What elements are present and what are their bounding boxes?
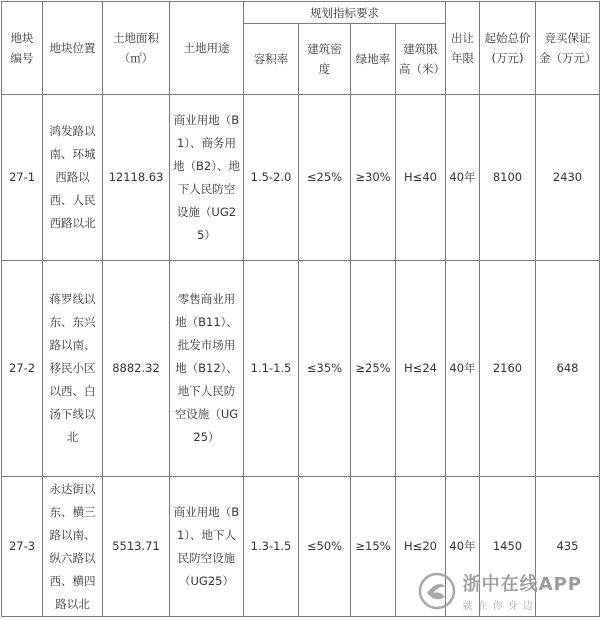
cell-plot-no: 27-2 [2,261,43,477]
cell-height-limit: H≤24 [396,261,446,477]
cell-density: ≤50% [299,477,351,617]
cell-term: 40年 [446,95,480,261]
cell-term: 40年 [446,261,480,477]
cell-green: ≥15% [351,477,396,617]
zhezhong-logo-icon [417,571,457,611]
cell-plot-no: 27-3 [2,477,43,617]
header-area: 土地面积（㎡） [103,2,170,95]
cell-location: 永达街以东、横三路以南、纵六路以西、横四路以北 [43,477,103,617]
cell-deposit: 2430 [536,95,600,261]
cell-start-price: 8100 [480,95,536,261]
land-parcel-table [1,1,600,617]
watermark-subtitle: 就在你身边 [462,601,538,612]
cell-far: 1.1-1.5 [244,261,299,477]
cell-density: ≤35% [299,261,351,477]
cell-area: 8882.32 [103,261,170,477]
header-location: 地块位置 [43,2,103,95]
app-watermark [417,570,582,612]
header-land-use: 土地用途 [170,2,244,95]
cell-density: ≤25% [299,95,351,261]
table-row [2,95,600,261]
header-density: 建筑密度 [299,24,351,95]
cell-term: 40年 [446,477,480,617]
header-far: 容积率 [244,24,299,95]
cell-land-use: 零售商业用地（B11）、批发市场用地（B12）、地下人民防空设施（UG25） [170,261,244,477]
header-term: 出让年限 [446,2,480,95]
cell-location: 蒋罗线以东、东兴路以南、移民小区以西、白汤下线以北 [43,261,103,477]
cell-deposit: 648 [536,261,600,477]
header-height-limit: 建筑限高（米） [396,24,446,95]
cell-height-limit: H≤20 [396,477,446,617]
watermark-title: 浙中在线APP [462,574,582,595]
header-start-price: 起始总价(万元) [480,2,536,95]
table-row [2,261,600,477]
cell-location: 鸿发路以南、环城西路以西、人民西路以北 [43,95,103,261]
cell-land-use: 商业用地（B1）、商务用地（B2）、地下人民防空设施（UG25） [170,95,244,261]
cell-land-use: 商业用地（B1）、地下人民防空设施（UG25） [170,477,244,617]
header-plot-no: 地块编号 [2,2,43,95]
cell-area: 5513.71 [103,477,170,617]
cell-far: 1.3-1.5 [244,477,299,617]
cell-far: 1.5-2.0 [244,95,299,261]
header-deposit: 竞买保证金（万元） [536,2,600,95]
cell-green: ≥25% [351,261,396,477]
cell-start-price: 1450 [480,477,536,617]
header-planning-indicators: 规划指标要求 [244,2,446,24]
cell-start-price: 2160 [480,261,536,477]
cell-height-limit: H≤40 [396,95,446,261]
cell-green: ≥30% [351,95,396,261]
cell-area: 12118.63 [103,95,170,261]
header-green: 绿地率 [351,24,396,95]
cell-deposit: 435 [536,477,600,617]
cell-plot-no: 27-1 [2,95,43,261]
